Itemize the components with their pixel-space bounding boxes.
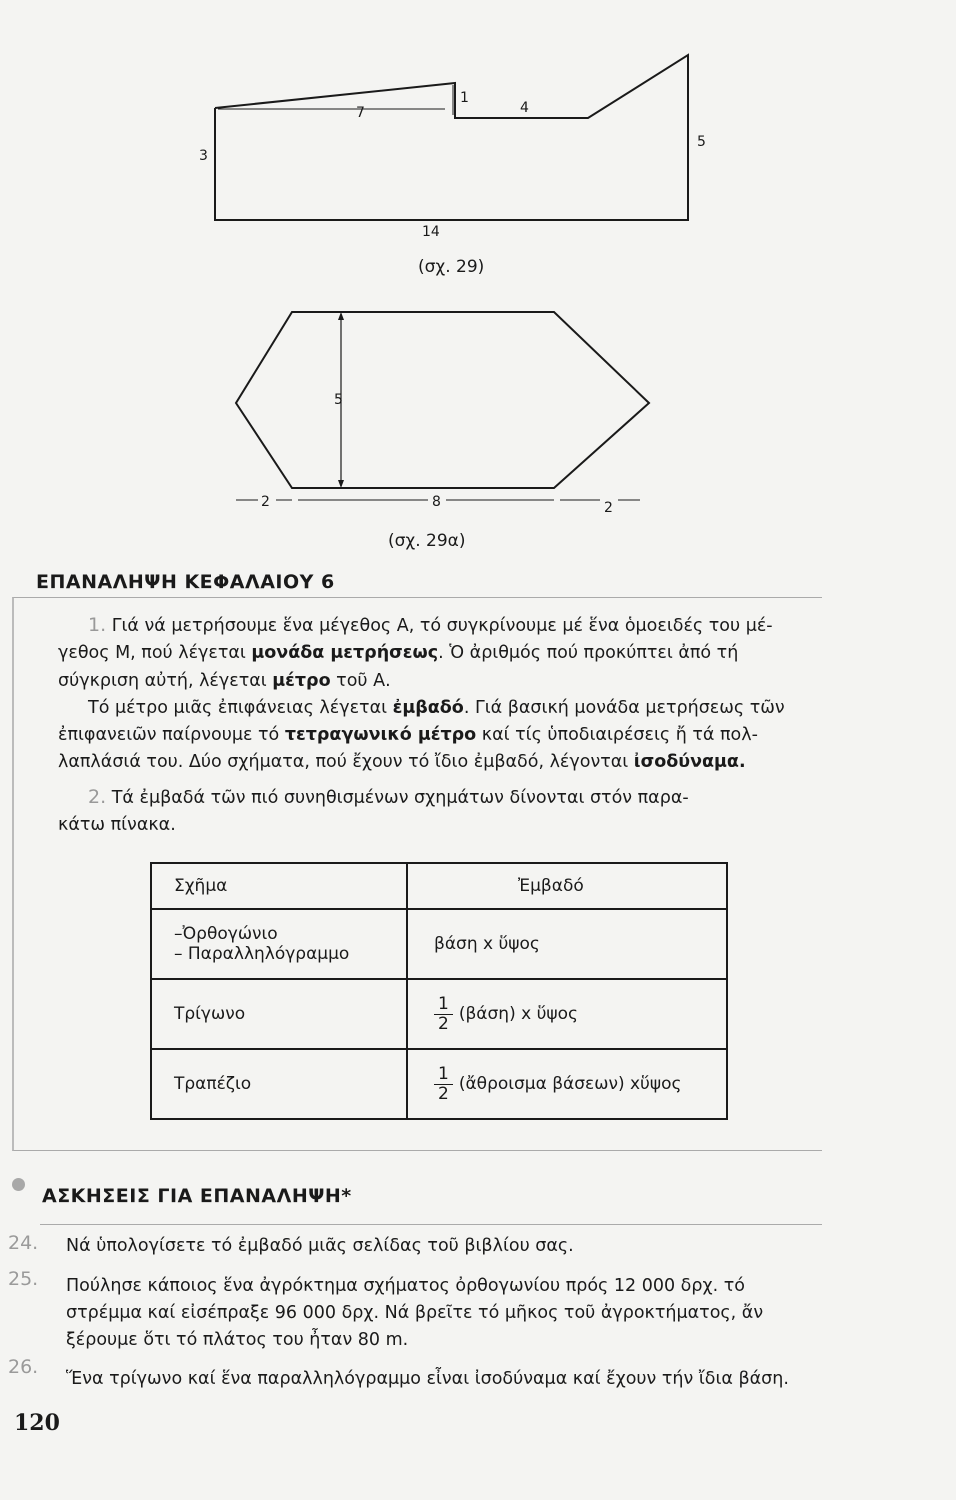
composite-polygon [215,55,688,220]
hexagon [236,312,649,488]
term-unit: μονάδα μετρήσεως [251,643,439,664]
row-formula [407,1049,727,1119]
label-3: 3 [199,148,208,164]
figure-29a-diagram [200,300,700,560]
label-14: 14 [422,224,440,240]
header-area: Ἐμβαδό [407,863,727,909]
divider [40,1224,822,1225]
table-row [151,909,727,979]
p1-text-c2: τοῦ Α. [330,670,391,691]
p1-line-c [58,668,818,695]
table-row [151,1049,727,1119]
p1-text-e2: καί τίς ὑποδιαιρέσεις ἤ τά πολ- [476,724,758,745]
p2-line-a [58,783,818,812]
row-formula [407,979,727,1049]
figure-29a [200,300,700,560]
shape-rectangle: –Ὀρθογώνιο [174,924,278,944]
p1-line-b [58,640,818,667]
exercise-25-text [66,1273,836,1354]
exercise-25-line-1: Πούλησε κάποιος ἕνα ἀγρόκτημα σχήματος ὀρθογωνίου πρός 12 000 δρχ. τό [66,1276,745,1296]
p1-text-b2: . Ὁ ἀριθμός πού προκύπτει ἀπό τή [438,643,739,664]
p1-line-a [58,611,818,640]
term-area: ἐμβαδό [392,697,464,718]
header-shape: Σχῆμα [151,863,407,909]
shape-parallelogram: – Παραλληλόγραμμο [174,944,350,964]
page-number: 120 [14,1410,60,1436]
label-7: 7 [356,105,365,121]
exercise-26-number: 26. [8,1356,39,1378]
formula-triangle: (βάση) x ὕψος [458,1004,578,1024]
p1-text-a: Γιά νά μετρήσουμε ἕνα μέγεθος Α, τό συγκρίνουμε μέ ἕνα ὁμοειδές του μέ- [111,616,773,636]
row-shape [151,909,407,979]
exercise-24-number: 24. [8,1232,39,1254]
exercise-24-text: Νά ὑπολογίσετε τό ἐμβαδό μιᾶς σελίδας τοῦ βιβλίου σας. [66,1236,574,1256]
review-title: ΕΠΑΝΑΛΗΨΗ ΚΕΦΑΛΑΙΟΥ 6 [36,571,335,593]
p1-text-d1: Τό μέτρο μιᾶς ἐπιφάνειας λέγεται [88,697,393,718]
p2-line-b: κάτω πίνακα. [58,815,176,836]
term-square-metre: τετραγωνικό μέτρο [284,724,477,745]
fraction-numerator: 1 [434,995,453,1015]
fraction-half [434,995,453,1033]
p1-text-c1: σύγκριση αὐτή, λέγεται [58,670,273,691]
exercise-25-number: 25. [8,1268,39,1290]
area-formula-table [150,862,728,1120]
fraction-half [434,1065,453,1103]
table-header-row [151,863,727,909]
height-arrow-top [338,312,344,320]
p1-text-b1: γεθος Μ, πού λέγεται [58,643,252,664]
row-shape: Τραπέζιο [151,1049,407,1119]
exercise-26-text: Ἕνα τρίγωνο καί ἕνα παραλληλόγραμμο εἶναι ἰσοδύναμα καί ἔχουν τήν ἴδια βάση. [66,1369,789,1389]
p1-text-f1: λαπλάσιά του. Δύο σχήματα, πού ἔχουν τό ἴδιο ἐμβαδό, λέγονται [58,751,634,772]
p1-line-e [58,722,818,749]
p1-line-d [58,695,818,722]
bullet-icon [12,1178,25,1191]
fraction-numerator: 1 [434,1065,453,1085]
label-left-2: 2 [261,494,270,510]
p1-line-f [58,749,818,776]
exercises-title: ΑΣΚΗΣΕΙΣ ΓΙΑ ΕΠΑΝΑΛΗΨΗ* [42,1185,352,1207]
review-paragraph-2 [58,783,818,840]
p1-text-d2: . Γιά βασική μονάδα μετρήσεως τῶν [463,697,785,718]
label-right-2: 2 [604,500,613,516]
label-5: 5 [697,134,706,150]
p1-text-e1: ἐπιφανειῶν παίρνουμε τό [58,724,285,745]
formula-trapezoid: (ἄθροισμα βάσεων) xὕψος [458,1074,682,1094]
height-arrow-bottom [338,480,344,488]
row-shape: Τρίγωνο [151,979,407,1049]
label-height-5: 5 [334,392,343,408]
p2-text-a: Τά ἐμβαδά τῶν πιό συνηθισμένων σχημάτων δίνονται στόν παρα- [111,788,689,808]
fraction-denominator: 2 [438,1013,449,1034]
table-row [151,979,727,1049]
p1-number: 1. [88,614,107,636]
label-4: 4 [520,100,529,116]
label-middle-8: 8 [432,494,441,510]
p2-number: 2. [88,786,107,808]
exercise-25-line-3: ξέρουμε ὅτι τό πλάτος του ἦταν 80 m. [66,1330,409,1351]
fraction-denominator: 2 [438,1083,449,1104]
review-paragraph-1 [58,611,818,776]
figure-29-diagram [190,40,710,290]
term-equivalent: ἰσοδύναμα. [633,751,746,772]
caption-29a: (σχ. 29α) [388,531,466,551]
term-measure: μέτρο [272,670,331,691]
figure-29 [190,40,710,290]
caption-29: (σχ. 29) [418,257,485,277]
label-1: 1 [460,90,469,106]
exercise-25-line-2: στρέμμα καί εἰσέπραξε 96 000 δρχ. Νά βρεῖτε τό μῆκος τοῦ ἀγροκτήματος, ἄν [66,1303,764,1324]
row-formula: βάση x ὕψος [407,909,727,979]
